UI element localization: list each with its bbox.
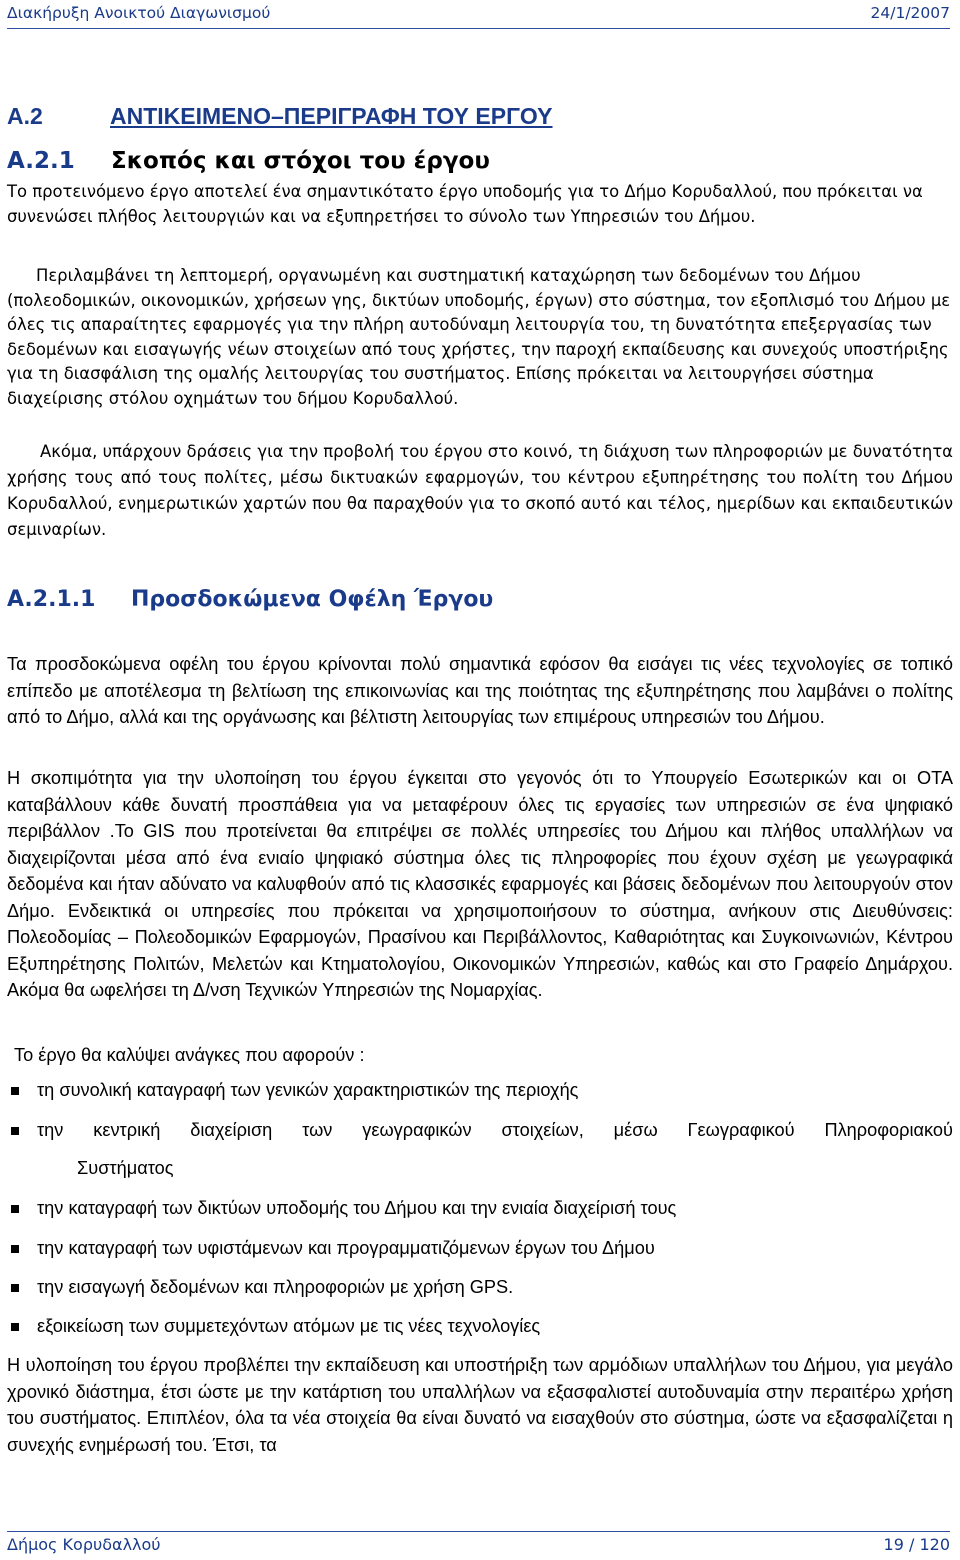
needs-list [7,1198,953,1219]
square-bullet-icon [11,1087,19,1095]
list-item: την καταγραφή των υφιστάμενων και προγραμματιζόμενων έργων του Δήμου [7,1238,953,1259]
square-bullet-icon [11,1127,19,1135]
needs-list [7,1158,953,1179]
needs-list [7,1080,953,1120]
list-item: την κεντρική διαχείριση των γεωγραφικών στοιχείων, μέσω Γεωγραφικού Πληροφοριακού [7,1120,953,1141]
paragraph-training: Η υλοποίηση του έργου προβλέπει την εκπαίδευση και υποστήριξη των αρμόδιων υπαλλήλων του Δήμου, για μεγάλο χρονικό διάστημα, έτσι ώστε με την κατάρτιση του υπαλλήλων να εξασφαλιστεί αυτοδυναμία στην περαιτέρω χρήση του συστήματος. Επιπλέον, όλα τα νέα στοιχεία θα είναι δυνατό να εισαχθούν στο σύστημα, ώστε να εξασφαλίζεται η συνεχής ενημέρωσή του. Έτσι, τα [7,1355,953,1455]
needs-list [7,1316,953,1337]
benefits-title: Προσδοκώμενα Οφέλη Έργου [131,587,494,612]
section-title: ΑΝΤΙΚΕΙΜΕΝΟ–ΠΕΡΙΓΡΑΦΗ ΤΟΥ ΕΡΓΟΥ [110,103,553,129]
paragraph-purpose: Το προτεινόμενο έργο αποτελεί ένα σημαντικότατο έργο υποδομής για το Δήμο Κορυδαλλού, που πρόκειται να συνενώσει πλήθος λειτουργιών και να εξυπηρετήσει το σύνολο των Υπηρεσιών του Δήμου. [7,182,923,226]
needs-list [7,1277,953,1298]
header-date: 24/1/2007 [870,4,950,22]
page-number: 19 / 120 [883,1535,950,1554]
subsection-number: A.2.1 [7,148,75,174]
paragraph-actions: Ακόμα, υπάρχουν δράσεις για την προβολή του έργου στο κοινό, τη διάχυση των πληροφοριών με δυνατότητα χρήσης τους από τους πολίτες, μέσω δικτυακών εφαρμογών, του κέντρου εξυπηρέτησης του πολίτη του Δήμου Κορυδαλλού, ενημερωτικών χαρτών που θα παραχθούν για το σκοπό αυτό και τέλος, ημερίδων και εκπαιδευτικών σεμιναρίων. [7,442,953,539]
subsection-title: Σκοπός και στόχοι του έργου [111,148,490,174]
paragraph-scope: Περιλαμβάνει τη λεπτομερή, οργανωμένη και συστηματική καταχώρηση των δεδομένων του Δήμου (πολεοδομικών, οικονομικών, χρήσεων γης, δικτύων υποδομής, έργων) στο σύστημα, τον εξοπλισμό του Δήμου με όλες τις απαραίτητες εφαρμογές για την πλήρη αυτοδύναμη λειτουργία του, τη δυνατότητα επεξεργασίας των δεδομένων και εισαγωγής νέων στοιχείων από τους χρήστες, την παροχή εκπαίδευσης και συνεχούς υποστήριξης για τη διασφάλιση της ομαλής λειτουργίας του συστήματος. Επίσης πρόκειται να λειτουργήσει σύστημα διαχείρισης στόλου οχημάτων του δήμου Κορυδαλλού. [7,266,951,408]
page-header [7,2,950,29]
needs-list [7,1120,953,1141]
list-item: εξοικείωση των συμμετεχόντων ατόμων με τις νέες τεχνολογίες [7,1316,953,1337]
paragraph-benefits: Τα προσδοκώμενα οφέλη του έργου κρίνονται πολύ σημαντικά εφόσον θα εισάγει τις νέες τεχνολογίες σε τοπικό επίπεδο με αποτέλεσμα τη βελτίωση της επικοινωνίας και της ποιότητας της εξυπηρέτησης που λαμβάνει ο πολίτης από το Δήμο, αλλά και της οργάνωσης και βέλτιστη λειτουργίας των επιμέρους υπηρεσιών του Δήμου. [7,654,953,727]
page-footer [7,1531,950,1558]
needs-list [7,1238,953,1259]
square-bullet-icon [11,1205,19,1213]
benefits-number: A.2.1.1 [7,587,96,612]
section-heading [7,103,953,130]
square-bullet-icon [11,1323,19,1331]
list-item: την καταγραφή των δικτύων υποδομής του Δήμου και την ενιαία διαχείρισή τους [7,1198,953,1219]
square-bullet-icon [11,1245,19,1253]
header-title: Διακήρυξη Ανοικτού Διαγωνισμού [7,4,271,22]
square-bullet-icon [11,1284,19,1292]
benefits-heading [7,587,953,612]
subsection-heading [7,148,953,174]
paragraph-rationale: Η σκοπιμότητα για την υλοποίηση του έργου έγκειται στο γεγονός ότι το Υπουργείο Εσωτερικών και οι ΟΤΑ καταβάλλουν κάθε δυνατή προσπάθεια για να μεταφέρουν όλες τις εργασίες των υπηρεσιών σε ένα ψηφιακό περιβάλλον .Το GIS που προτείνεται θα επιτρέψει σε πολλές υπηρεσίες του Δήμου και πλήθος υπαλλήλων να διαχειρίζονται μέσα από ένα ενιαίο ψηφιακό σύστημα όλες τις πληροφορίες που έχουν σχέση με γεωγραφικά δεδομένα και ήταν αδύνατο να καλυφθούν από τις κλασσικές εφαρμογές και βάσεις δεδομένων που λειτουργούν στον Δήμο. Ενδεικτικά οι υπηρεσίες που πρόκειται να χρησιμοποιήσουν το σύστημα, ανήκουν στις Διευθύνσεις: Πολεοδομίας – Πολεοδομικών Εφαρμογών, Πρασίνου και Περιβάλλοντος, Καθαριότητας και Συγκοινωνιών, Κέντρου Εξυπηρέτησης Πολιτών, Μελετών και Κτηματολογίου, Οικονομικών Υπηρεσιών, καθώς και στο Γραφείο Δημάρχου. Ακόμα θα ωφελήσει τη Δ/νση Τεχνικών Υπηρεσιών της Νομαρχίας. [7,768,953,1000]
section-number: A.2 [7,103,43,129]
footer-municipality: Δήμος Κορυδαλλού [7,1535,161,1554]
list-item: τη συνολική καταγραφή των γενικών χαρακτηριστικών της περιοχής [7,1080,953,1120]
paragraph-needs-intro: Το έργο θα καλύψει ανάγκες που αφορούν : [14,1045,365,1065]
list-item: την εισαγωγή δεδομένων και πληροφοριών με χρήση GPS. [7,1277,953,1298]
list-item: Συστήματος [77,1158,174,1178]
